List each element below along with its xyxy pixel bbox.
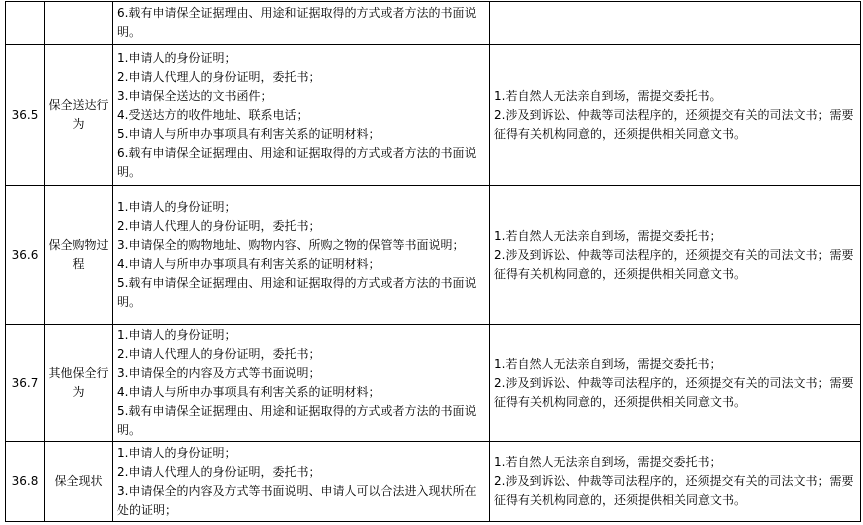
document-item: 1.申请人的身份证明；: [117, 328, 237, 342]
document-item: 5.载有申请保全证据理由、用途和证据取得的方式或者方法的书面说明。: [117, 276, 477, 309]
item-name: 保全购物过程: [45, 186, 113, 325]
document-item: 2.申请人代理人的身份证明，委托书；: [117, 219, 321, 233]
item-name: [45, 2, 113, 45]
document-item: 4.受送达方的收件地址、联系电话；: [117, 107, 309, 122]
note-item: 2.涉及到诉讼、仲裁等司法程序的，还须提交有关的司法文书；需要征得有关机构同意的，还须提供相关同意文书。: [494, 247, 854, 281]
item-number: 36.7: [6, 325, 45, 442]
notes: [490, 442, 861, 522]
notes: [490, 325, 861, 442]
note-item: 1.若自然人无法亲自到场，需提交委托书；: [494, 228, 722, 243]
note-item: 2.涉及到诉讼、仲裁等司法程序的，还须提交有关的司法文书；需要征得有关机构同意的，还须提供相关同意文书。: [494, 375, 854, 409]
document-item: 2.申请人代理人的身份证明，委托书；: [117, 69, 321, 84]
document-item: 1.申请人的身份证明；: [117, 200, 237, 214]
item-number: 36.6: [6, 186, 45, 325]
item-number: 36.5: [6, 45, 45, 186]
table-row: [6, 442, 861, 522]
document-item: 1.申请人的身份证明；: [117, 50, 237, 65]
item-name: 保全现状: [45, 442, 113, 522]
item-name: 保全送达行为: [45, 45, 113, 186]
document-item: 3.申请保全送达的文书函件；: [117, 88, 273, 103]
document-item: 1.申请人的身份证明；: [117, 445, 237, 460]
note-item: 1.若自然人无法亲自到场，需提交委托书；: [494, 455, 722, 469]
document-item: 3.申请保全的内容及方式等书面说明、申请人可以合法进入现状所在处的证明；: [117, 483, 477, 517]
required-documents: [113, 186, 490, 325]
notes: [490, 186, 861, 325]
document-item: 5.申请人与所申办事项具有利害关系的证明材料；: [117, 126, 381, 141]
table-row: [6, 2, 861, 45]
note-item: 1.若自然人无法亲自到场，需提交委托书；: [494, 356, 722, 371]
item-number: [6, 2, 45, 45]
document-item: 2.申请人代理人的身份证明，委托书；: [117, 347, 321, 361]
document-item: 3.申请保全的购物地址、购物内容、所购之物的保管等书面说明；: [117, 238, 465, 252]
table-row: [6, 186, 861, 325]
document-item: 4.申请人与所申办事项具有利害关系的证明材料；: [117, 257, 381, 271]
table-row: [6, 45, 861, 186]
document-item: 5.载有申请保全证据理由、用途和证据取得的方式或者方法的书面说明。: [117, 404, 477, 437]
document-item: 6.载有申请保全证据理由、用途和证据取得的方式或者方法的书面说明。: [117, 145, 477, 179]
notes: [490, 2, 861, 45]
document-item: 3.申请保全的内容及方式等书面说明；: [117, 366, 321, 380]
required-documents: [113, 2, 490, 45]
note-item: 2.涉及到诉讼、仲裁等司法程序的，还须提交有关的司法文书；需要征得有关机构同意的，还须提供相关同意文书。: [494, 474, 854, 507]
document-item: 6.载有申请保全证据理由、用途和证据取得的方式或者方法的书面说明。: [117, 6, 477, 39]
notary-requirements-table: [5, 1, 861, 522]
required-documents: [113, 325, 490, 442]
document-item: 4.申请人与所申办事项具有利害关系的证明材料；: [117, 385, 381, 399]
required-documents: [113, 45, 490, 186]
note-item: 1.若自然人无法亲自到场，需提交委托书。: [494, 88, 722, 103]
notes: [490, 45, 861, 186]
note-item: 2.涉及到诉讼、仲裁等司法程序的，还须提交有关的司法文书；需要征得有关机构同意的，还须提供相关同意文书。: [494, 107, 854, 141]
table-row: [6, 325, 861, 442]
document-item: 2.申请人代理人的身份证明，委托书；: [117, 464, 321, 479]
item-number: 36.8: [6, 442, 45, 522]
item-name: 其他保全行为: [45, 325, 113, 442]
required-documents: [113, 442, 490, 522]
